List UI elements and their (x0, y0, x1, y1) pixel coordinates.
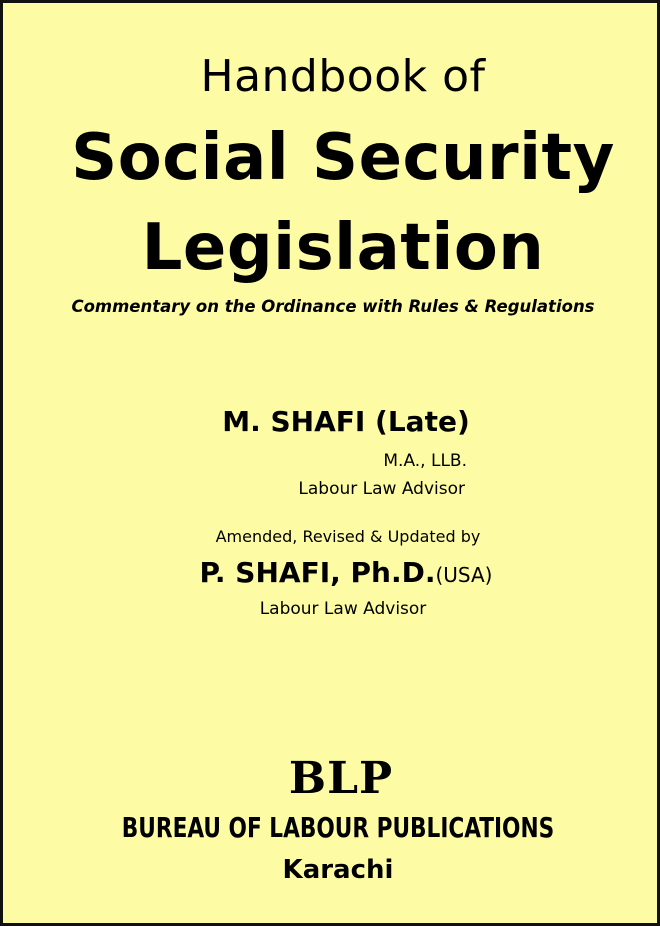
author-name: M. SHAFI (Late) (222, 405, 470, 438)
author-role: Labour Law Advisor (298, 479, 465, 499)
reviser-role: Labour Law Advisor (259, 599, 427, 619)
reviser-name-suffix: (USA) (435, 563, 493, 587)
publisher-logo-text: BLP (288, 753, 394, 804)
title-prefix: Handbook of (200, 51, 486, 102)
title-line-1: Social Security (71, 121, 615, 195)
subtitle: Commentary on the Ordinance with Rules & Regulations (71, 297, 595, 316)
reviser-name: P. SHAFI, Ph.D. (199, 556, 436, 589)
title-line-2: Legislation (141, 211, 545, 285)
reviser-line (3, 556, 660, 589)
revision-note: Amended, Revised & Updated by (215, 527, 481, 546)
publisher-city: Karachi (282, 855, 394, 885)
author-degree: M.A., LLB. (383, 451, 467, 471)
publisher-name: BUREAU OF LABOUR PUBLICATIONS (121, 811, 555, 844)
